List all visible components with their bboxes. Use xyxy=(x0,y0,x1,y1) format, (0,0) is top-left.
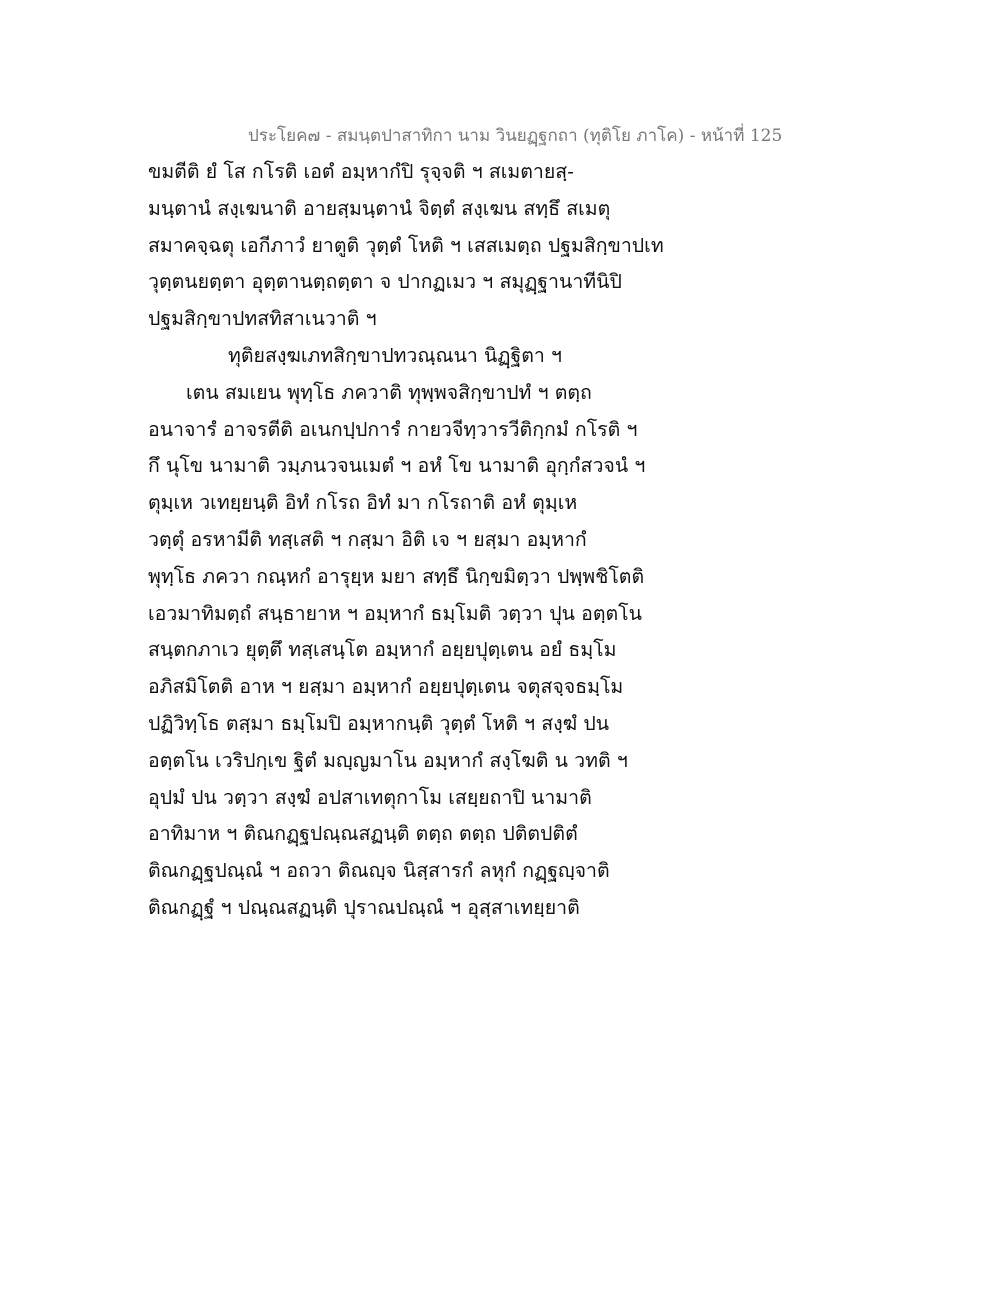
paragraph-start-line: เตน สมเยน พุทฺโธ ภควาติ ทุพฺพจสิกฺขาปทํ ฯ ตตฺถ xyxy=(186,380,592,404)
text-line: อนาจารํ อาจรตีติ อเนกปฺปการํ กายวจีทฺวารวีติกฺกมํ กโรติ ฯ xyxy=(148,417,638,441)
text-line: วุตฺตนยตฺตา อุตฺตานตฺถตฺตา จ ปากฏเมว ฯ สมุฏฺฐานาทีนิปิ xyxy=(148,270,622,294)
text-line: วตฺตุํ อรหามีติ ทสฺเสติ ฯ กสฺมา อิติ เจ ฯ ยสฺมา อมฺหากํ xyxy=(148,527,587,551)
text-line: อตฺตโน เวริปกฺเข ฐิตํ มญฺญมาโน อมฺหากํ สงฺโฆติ น วทติ ฯ xyxy=(148,748,628,772)
body-text xyxy=(148,154,688,927)
text-line: ปฏิวิทฺโธ ตสฺมา ธมฺโมปิ อมฺหากนฺติ วุตฺตํ โหติ ฯ สงฺฆํ ปน xyxy=(148,711,610,735)
text-line: อุปมํ ปน วตฺวา สงฺฆํ อปสาเทตุกาโม เสยฺยถาปิ นามาติ xyxy=(148,785,592,809)
text-line: ติณกฏฺฐํ ฯ ปณฺณสฏนฺติ ปุราณปณฺณํ ฯ อุสฺสาเทยฺยาติ xyxy=(148,895,580,919)
page-header: ประโยค๗ - สมนฺตปาสาทิกา นาม วินยฏฺฐกถา (ทุติโย ภาโค) - หน้าที่ 125 xyxy=(248,126,783,146)
text-line: ขมตีติ ยํ โส กโรติ เอตํ อมฺหากํปิ รุจฺจติ ฯ สเมตายสฺ- xyxy=(148,160,574,183)
text-line: ปฐมสิกฺขาปทสทิสาเนวาติ ฯ xyxy=(148,307,377,331)
section-end-heading: ทุติยสงฺฆเภทสิกฺขาปทวณฺณนา นิฏฺฐิตา ฯ xyxy=(228,343,562,367)
text-line: ตุมฺเห วเทยฺยนฺติ อิทํ กโรถ อิทํ มา กโรถาติ อหํ ตุมฺเห xyxy=(148,491,578,515)
text-line: พุทฺโธ ภควา กณฺหกํ อารุยฺห มยา สทฺธึ นิกฺขมิตฺวา ปพฺพชิโตติ xyxy=(148,564,645,588)
text-line: อภิสมิโตติ อาห ฯ ยสฺมา อมฺหากํ อยฺยปุตฺเตน จตุสจฺจธมฺโม xyxy=(148,675,624,699)
text-line: มนฺตานํ สงฺเฆนาติ อายสฺมนฺตานํ จิตฺตํ สงฺเฆน สทฺธึ สเมตุ xyxy=(148,196,611,220)
text-line: ติณกฏฺฐปณฺณํ ฯ อถวา ติณญฺจ นิสฺสารกํ ลหุกํ กฏฺฐญฺจาติ xyxy=(148,859,610,883)
text-line: สนฺตกภาเว ยุตฺตึ ทสฺเสนฺโต อมฺหากํ อยฺยปุตฺเตน อยํ ธมฺโม xyxy=(148,638,617,662)
text-line: สมาคจฺฉตุ เอกีภาวํ ยาตูติ วุตฺตํ โหติ ฯ เสสเมตฺถ ปฐมสิกฺขาปเท xyxy=(148,233,664,257)
text-line: เอวมาทิมตฺถํ สนฺธายาห ฯ อมฺหากํ ธมฺโมติ วตฺวา ปุน อตฺตโน xyxy=(148,601,642,625)
text-line: อาทิมาห ฯ ติณกฏฺฐปณฺณสฏนฺติ ตตฺถ ตตฺถ ปติตปติตํ xyxy=(148,822,578,846)
text-line: กึ นุโข นามาติ วมฺภนวจนเมตํ ฯ อหํ โข นามาติ อุกฺกํสวจนํ ฯ xyxy=(148,454,646,478)
